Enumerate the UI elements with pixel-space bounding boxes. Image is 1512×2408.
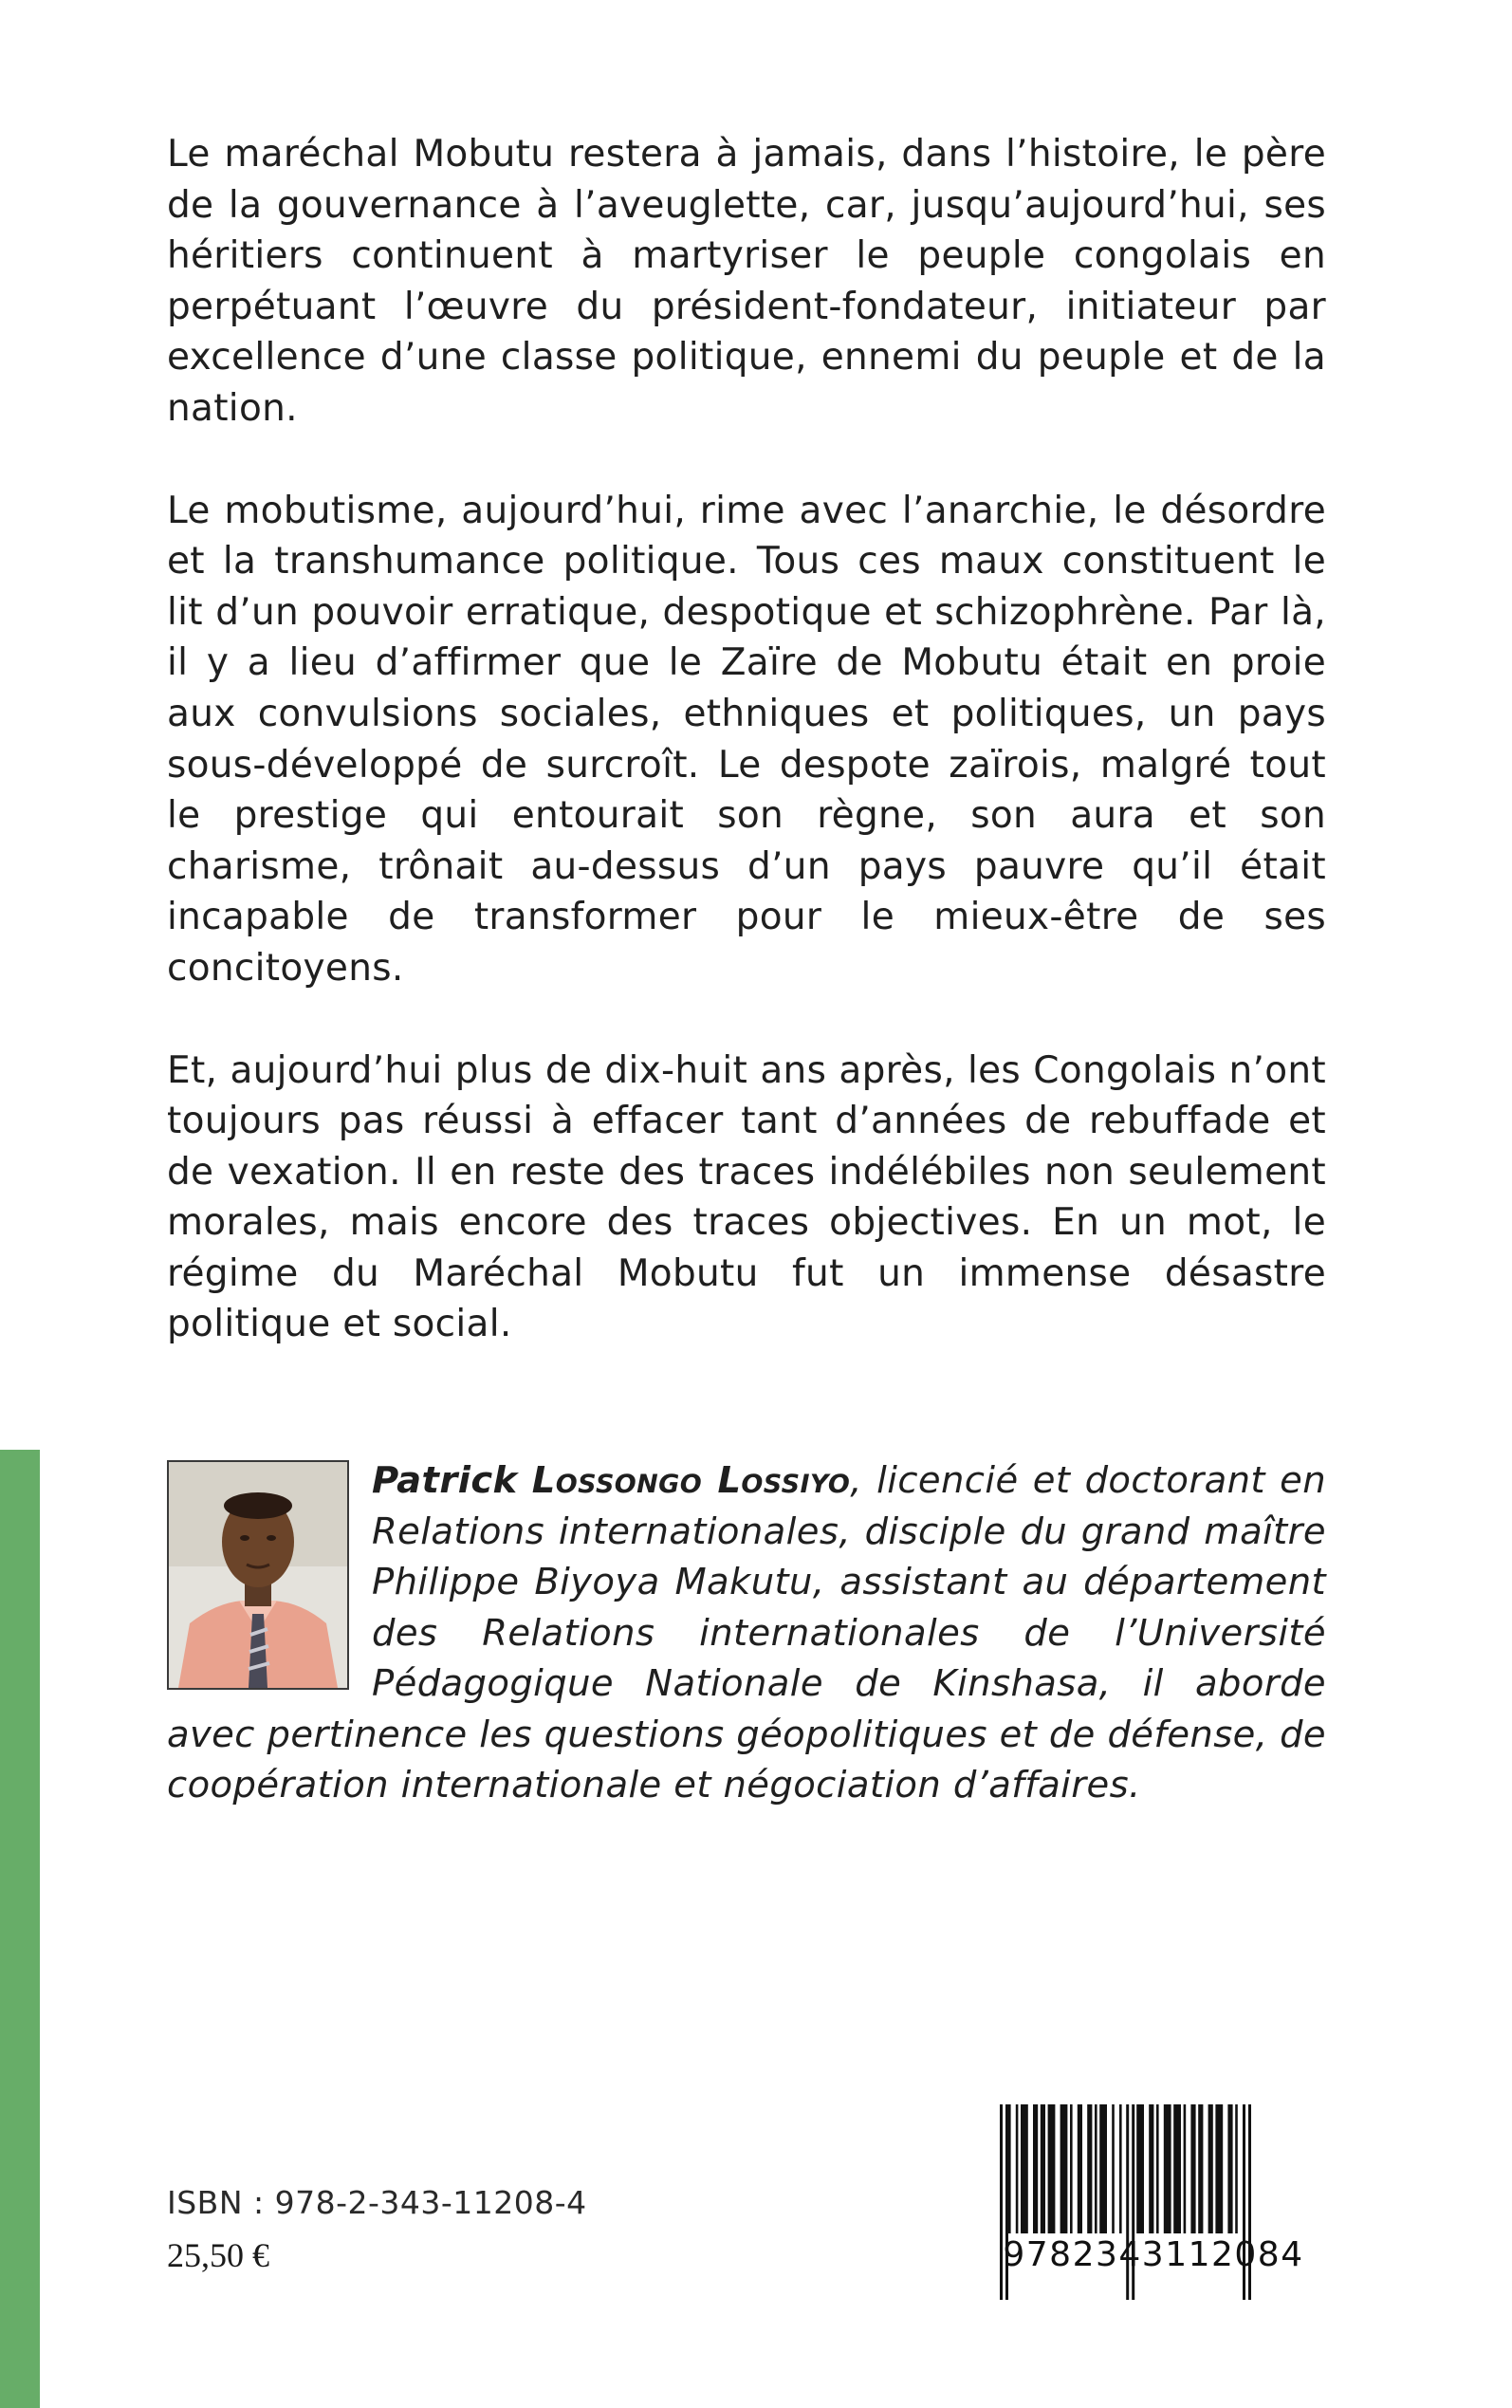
barcode-bar: [1041, 2104, 1045, 2233]
isbn-label: ISBN : 978-2-343-11208-4: [167, 2184, 587, 2221]
barcode-bar: [1227, 2104, 1232, 2233]
barcode-number: 9782343112084: [1003, 2235, 1304, 2274]
barcode-bar: [1008, 2104, 1011, 2233]
barcode-bar: [1112, 2104, 1115, 2233]
back-cover-text: [167, 129, 1326, 1401]
barcode-bar: [1060, 2104, 1068, 2233]
paragraph-2: Le mobutisme, aujourd’hui, rime avec l’anarchie, le désordre et la transhumance politique. Tous ces maux constituent le lit d’un pouvoir erratique, despotique et schizophrène. Par là, il y a lieu d’affirmer que le Zaïre de Mobutu était en proie aux convulsions sociales, ethniques et politiques, un pays sous-développé de surcroît. Le despote zaïrois, malgré tout le prestige qui entourait son règne, son aura et son charisme, trônait au-dessus d’un pays pauvre qu’il était incapable de transformer pour le mieux-être de ses concitoyens.: [167, 489, 1326, 990]
barcode-bar: [1070, 2104, 1073, 2233]
barcode-bar: [1149, 2104, 1153, 2233]
barcode-bar: [1208, 2104, 1213, 2233]
barcode-bar: [1136, 2104, 1144, 2233]
barcode-bar: [1173, 2104, 1181, 2233]
green-accent-bar: [0, 1450, 40, 2408]
barcode-bar: [1016, 2104, 1019, 2233]
barcode-bar: [1078, 2104, 1082, 2233]
barcode-bar: [1184, 2104, 1187, 2233]
paragraph-1: Le maréchal Mobutu restera à jamais, dans l’histoire, le père de la gouvernance à l’aveuglette, car, jusqu’aujourd’hui, ses héritiers continuent à martyriser le peuple congolais en perpétuant l’œuvre du président-fondateur, initiateur par excellence d’une classe politique, ennemi du peuple et de la nation.: [167, 133, 1326, 430]
barcode-bar: [1156, 2104, 1159, 2233]
barcode-bar: [1095, 2104, 1097, 2233]
author-photo: [167, 1460, 349, 1690]
barcode-bar: [1087, 2104, 1092, 2233]
author-last-name: Lossongo Lossiyo: [531, 1459, 851, 1502]
barcode-bar: [1119, 2104, 1122, 2233]
barcode-bar: [1190, 2104, 1195, 2233]
barcode-bar: [1198, 2104, 1203, 2233]
barcode-bar: [1021, 2104, 1028, 2233]
paragraph-3: Et, aujourd’hui plus de dix-huit ans après, les Congolais n’ont toujours pas réussi à effacer tant d’années de rebuffade et de vexation. Il en reste des traces indélébiles non seulement morales, mais encore des traces objectives. En un mot, le régime du Maréchal Mobutu fut un immense désastre politique et social.: [167, 1048, 1326, 1346]
author-bio-text: , licencié et doctorant en Relations internationales, disciple du grand maître Philippe Biyoya Makutu, assistant au département des Relations internationales de l’Université Pédagogique Nationale de Kinshasa, il aborde avec pertinence les questions géopolitiques et de défense, de coopération internationale et négociation d’affaires.: [167, 1459, 1327, 1806]
author-first-name: Patrick: [372, 1459, 518, 1502]
barcode-bar: [1099, 2104, 1107, 2233]
barcode-bar: [1164, 2104, 1171, 2233]
barcode-bar: [1215, 2104, 1223, 2233]
barcode-bar: [1235, 2104, 1238, 2233]
barcode-bar: [1048, 2104, 1056, 2233]
price-label: 25,50 €: [167, 2236, 269, 2274]
author-bio: [167, 1455, 1326, 1811]
author-portrait-image: [169, 1462, 347, 1688]
barcode-bar: [1033, 2104, 1038, 2233]
